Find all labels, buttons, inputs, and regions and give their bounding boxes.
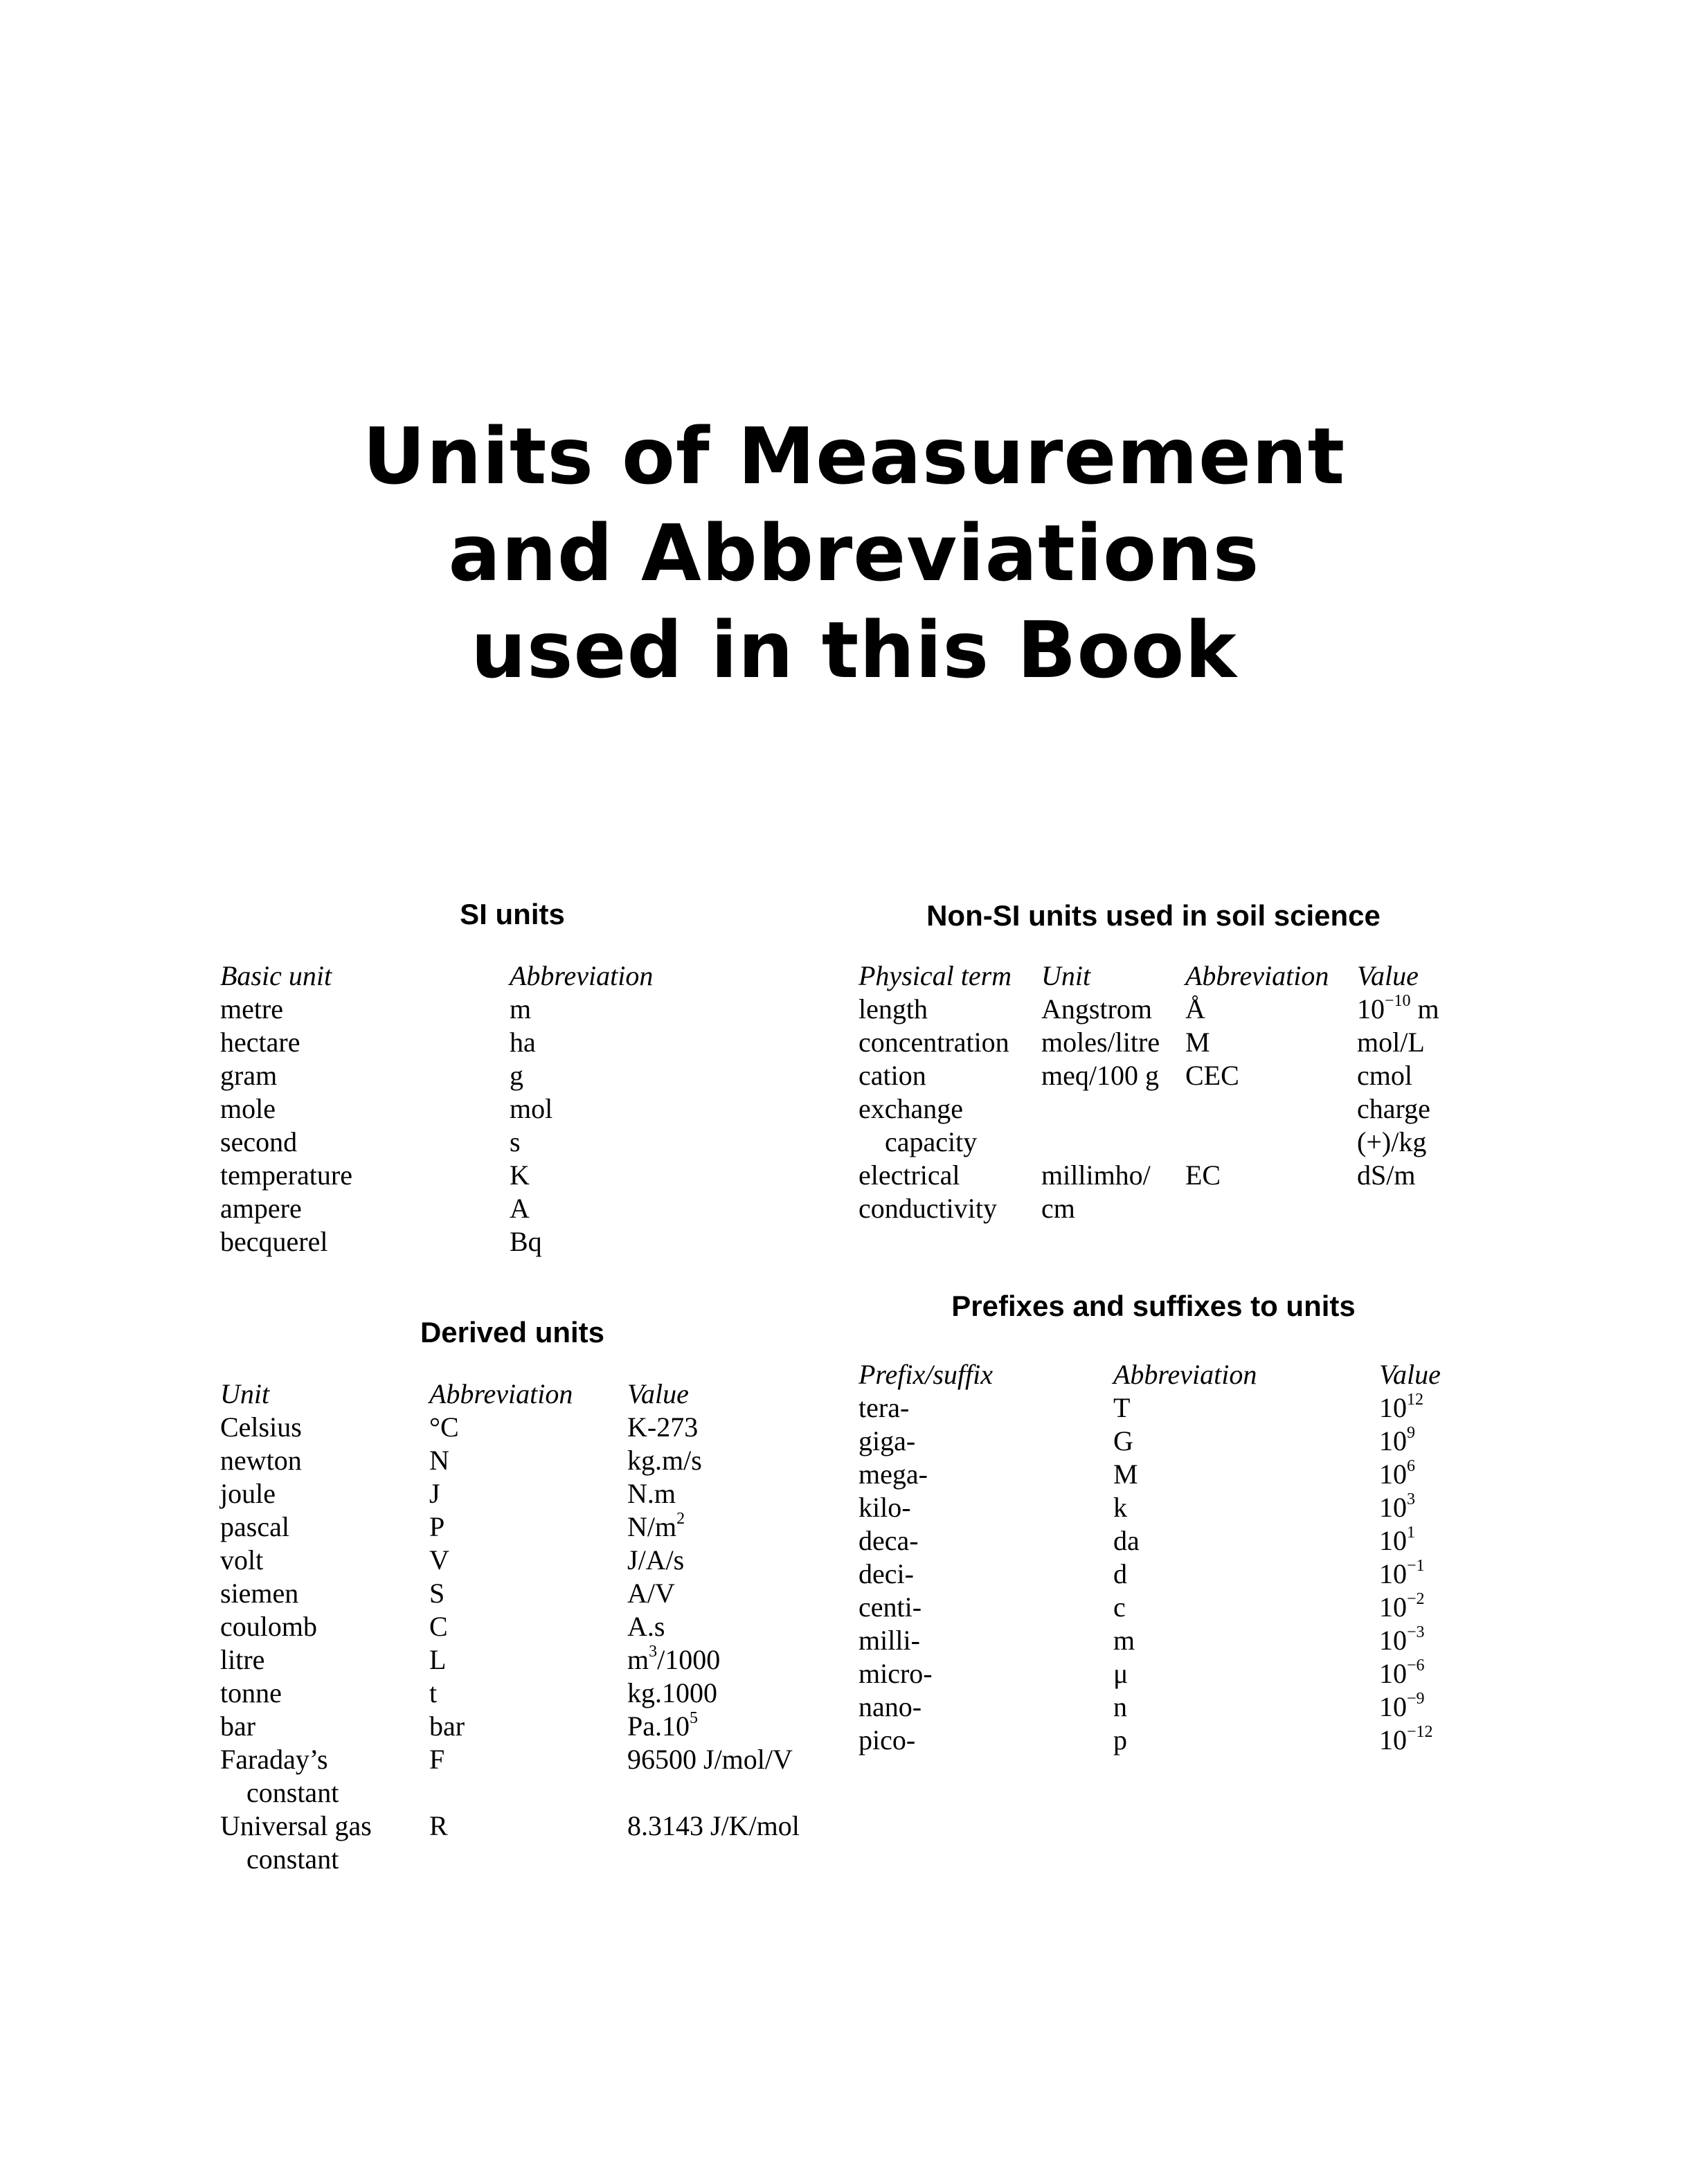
value-base: m [627, 1644, 649, 1675]
prefix-cell: centi- [859, 1591, 922, 1623]
unit-cell: coulomb [220, 1611, 317, 1642]
abbr-cell: k [1113, 1492, 1127, 1523]
abbr-cell: A [510, 1193, 530, 1224]
value-exponent: −3 [1407, 1623, 1425, 1641]
table-row-continued [859, 1192, 1482, 1225]
unit-cell: pascal [220, 1511, 289, 1542]
unit-cell: bar [220, 1711, 256, 1742]
unit-cell-continued: cm [1041, 1193, 1075, 1224]
non-si-units-table [859, 959, 1482, 1225]
value-cell [1379, 1591, 1425, 1624]
prefix-cell: milli- [859, 1625, 920, 1656]
table-row-continued [859, 1126, 1482, 1159]
column-header: Unit [1041, 960, 1091, 991]
table-row [859, 1657, 1482, 1690]
value-cell [1379, 1657, 1425, 1690]
value-cell: A/V [627, 1578, 675, 1609]
table-row [220, 1810, 829, 1843]
value-cell: N.m [627, 1478, 676, 1509]
table-row [220, 1059, 816, 1092]
prefix-cell: deca- [859, 1525, 919, 1556]
table-row [859, 1425, 1482, 1458]
value-exponent: 2 [676, 1509, 685, 1528]
value-exponent: 3 [1407, 1490, 1415, 1508]
value-cell: K-273 [627, 1411, 699, 1443]
value-exponent: −1 [1407, 1556, 1425, 1575]
table-row [220, 1126, 816, 1159]
table-row [220, 1477, 829, 1510]
unit-cell: Angstrom [1041, 993, 1152, 1025]
value-base: Pa.10 [627, 1711, 690, 1742]
abbr-cell: mol [510, 1093, 553, 1124]
value-base: 10 [1379, 1392, 1407, 1423]
value-base: 10 [1379, 1625, 1407, 1656]
value-cell [1379, 1558, 1425, 1591]
term-cell-continued: conductivity [859, 1193, 997, 1224]
abbr-cell: V [429, 1544, 449, 1576]
value-exponent: −9 [1407, 1689, 1425, 1708]
value-cell [627, 1710, 698, 1743]
unit-cell: siemen [220, 1578, 299, 1609]
value-cell: dS/m [1357, 1159, 1416, 1191]
table-row-continued [220, 1843, 829, 1876]
abbr-cell: CEC [1185, 1060, 1239, 1091]
table-row [220, 1544, 829, 1577]
abbr-cell: J [429, 1478, 440, 1509]
unit-cell: gram [220, 1060, 278, 1091]
table-row [859, 1391, 1482, 1425]
prefix-cell: micro- [859, 1658, 933, 1689]
value-exponent: −12 [1407, 1722, 1433, 1741]
abbr-cell: μ [1113, 1658, 1129, 1689]
table-row [859, 1059, 1482, 1092]
table-row [859, 1026, 1482, 1059]
value-base: 10 [1379, 1492, 1407, 1523]
value-exponent: −10 [1385, 991, 1411, 1010]
unit-cell: tonne [220, 1677, 282, 1708]
prefix-cell: mega- [859, 1459, 928, 1490]
column-header: Prefix/suffix [859, 1359, 994, 1390]
value-exponent: −6 [1407, 1656, 1425, 1675]
value-cell: J/A/s [627, 1544, 685, 1576]
term-cell-continued: capacity [885, 1126, 978, 1157]
column-header: Abbreviation [1113, 1359, 1257, 1390]
table-header-row [220, 959, 816, 993]
abbr-cell: m [510, 993, 532, 1025]
unit-cell: metre [220, 993, 284, 1025]
value-base: 10 [1379, 1425, 1407, 1456]
table-row [220, 1510, 829, 1544]
table-row [220, 993, 816, 1026]
column-header: Value [1379, 1359, 1441, 1390]
table-row [859, 1690, 1482, 1724]
value-rest: /1000 [657, 1644, 721, 1675]
unit-cell: moles/litre [1041, 1027, 1160, 1058]
table-row [220, 1225, 816, 1258]
abbr-cell: bar [429, 1711, 465, 1742]
term-cell: concentration [859, 1027, 1009, 1058]
abbr-cell: S [429, 1578, 445, 1609]
abbr-cell: T [1113, 1392, 1131, 1423]
unit-cell: mole [220, 1093, 276, 1124]
value-base: 10 [1379, 1591, 1407, 1623]
value-cell: kg.m/s [627, 1445, 702, 1476]
abbr-cell: °C [429, 1411, 459, 1443]
column-header: Abbreviation [429, 1378, 573, 1409]
table-header-row [220, 1378, 829, 1411]
value-base: 10 [1379, 1525, 1407, 1556]
column-header: Abbreviation [510, 960, 654, 991]
abbr-cell: M [1113, 1459, 1138, 1490]
value-cell [1357, 993, 1439, 1026]
value-cell-continued: charge [1357, 1093, 1430, 1124]
value-base: 10 [1379, 1558, 1407, 1589]
value-exponent: 5 [690, 1708, 698, 1727]
table-row-continued [220, 1776, 829, 1810]
value-cell: cmol [1357, 1060, 1412, 1091]
unit-cell: meq/100 g [1041, 1060, 1159, 1091]
unit-cell: millimho/ [1041, 1159, 1151, 1191]
table-row [859, 1159, 1482, 1192]
value-base: 10 [1379, 1658, 1407, 1689]
value-exponent: 6 [1407, 1456, 1415, 1475]
table-row [220, 1610, 829, 1643]
non-si-units-heading: Non-SI units used in soil science [926, 899, 1381, 932]
table-row [220, 1192, 816, 1225]
abbr-cell: C [429, 1611, 448, 1642]
prefix-cell: kilo- [859, 1492, 911, 1523]
value-base: 10 [1357, 993, 1385, 1025]
unit-cell: hectare [220, 1027, 300, 1058]
table-row [220, 1710, 829, 1743]
unit-cell: ampere [220, 1193, 302, 1224]
value-cell [1379, 1391, 1423, 1425]
value-cell: kg.1000 [627, 1677, 717, 1708]
table-row [220, 1092, 816, 1126]
table-header-row [859, 959, 1482, 993]
prefix-cell: giga- [859, 1425, 916, 1456]
abbr-cell: d [1113, 1558, 1127, 1589]
column-header: Physical term [859, 960, 1012, 991]
table-row [220, 1743, 829, 1776]
table-row [859, 1591, 1482, 1624]
abbr-cell: da [1113, 1525, 1140, 1556]
derived-units-heading: Derived units [420, 1316, 605, 1348]
abbr-cell: g [510, 1060, 523, 1091]
prefixes-heading: Prefixes and suffixes to units [951, 1290, 1356, 1322]
value-base: N/m [627, 1511, 677, 1542]
prefix-cell: tera- [859, 1392, 910, 1423]
table-header-row [859, 1358, 1482, 1391]
table-row [220, 1411, 829, 1444]
value-base: 10 [1379, 1459, 1407, 1490]
value-cell [1379, 1458, 1415, 1491]
unit-cell: becquerel [220, 1226, 328, 1257]
abbr-cell: t [429, 1677, 438, 1708]
term-cell-continued: exchange [859, 1093, 964, 1124]
abbr-cell: m [1113, 1625, 1135, 1656]
unit-cell: temperature [220, 1159, 352, 1191]
value-cell: A.s [627, 1611, 665, 1642]
abbr-cell: F [429, 1744, 445, 1775]
unit-cell-continued: constant [246, 1843, 339, 1875]
abbr-cell: M [1185, 1027, 1210, 1058]
abbr-cell: L [429, 1644, 447, 1675]
unit-cell: Universal gas [220, 1810, 372, 1841]
value-base: 10 [1379, 1724, 1407, 1756]
prefix-cell: nano- [859, 1691, 922, 1722]
table-row [220, 1159, 816, 1192]
table-row [859, 1458, 1482, 1491]
abbr-cell: c [1113, 1591, 1126, 1623]
value-exponent: −2 [1407, 1589, 1425, 1608]
title-line-2: and Abbreviations [448, 509, 1260, 599]
table-row [220, 1444, 829, 1477]
unit-cell: volt [220, 1544, 264, 1576]
unit-cell-continued: constant [246, 1777, 339, 1808]
term-cell: length [859, 993, 928, 1025]
value-cell: mol/L [1357, 1027, 1425, 1058]
si-units-table [220, 959, 816, 1258]
abbr-cell: EC [1185, 1159, 1221, 1191]
value-cell [1379, 1724, 1433, 1757]
abbr-cell: ha [510, 1027, 536, 1058]
value-cell [1379, 1491, 1415, 1524]
column-header: Basic unit [220, 960, 332, 991]
abbr-cell: p [1113, 1724, 1127, 1756]
table-row [859, 1624, 1482, 1657]
unit-cell: joule [220, 1478, 276, 1509]
abbr-cell: K [510, 1159, 530, 1191]
abbr-cell: N [429, 1445, 449, 1476]
abbr-cell: R [429, 1810, 448, 1841]
abbr-cell: P [429, 1511, 445, 1542]
value-cell [1379, 1690, 1425, 1724]
table-row [220, 1026, 816, 1059]
column-header: Value [1357, 960, 1419, 991]
term-cell: cation [859, 1060, 926, 1091]
page-title [0, 408, 1708, 699]
table-row [859, 1558, 1482, 1591]
prefix-cell: deci- [859, 1558, 914, 1589]
table-row [220, 1677, 829, 1710]
prefixes-table [859, 1358, 1482, 1757]
value-cell [1379, 1624, 1425, 1657]
table-row [859, 993, 1482, 1026]
si-units-heading: SI units [460, 898, 565, 930]
value-cell [627, 1643, 720, 1677]
unit-cell: litre [220, 1644, 265, 1675]
derived-units-table [220, 1378, 829, 1876]
value-cell [1379, 1524, 1415, 1558]
table-row-continued [859, 1092, 1482, 1126]
value-base: 10 [1379, 1691, 1407, 1722]
abbr-cell: Å [1185, 993, 1205, 1025]
value-cell-continued: (+)/kg [1357, 1126, 1427, 1157]
table-row [859, 1491, 1482, 1524]
unit-cell: newton [220, 1445, 302, 1476]
abbr-cell: s [510, 1126, 521, 1157]
abbr-cell: n [1113, 1691, 1127, 1722]
value-cell: 8.3143 J/K/mol [627, 1810, 800, 1841]
table-row [859, 1724, 1482, 1757]
title-line-1: Units of Measurement [362, 412, 1346, 502]
column-header: Abbreviation [1185, 960, 1329, 991]
table-row [220, 1643, 829, 1677]
abbr-cell: G [1113, 1425, 1133, 1456]
value-cell [627, 1510, 685, 1544]
table-row [220, 1577, 829, 1610]
unit-cell: Faraday’s [220, 1744, 328, 1775]
value-exponent: 1 [1407, 1523, 1415, 1542]
value-exponent: 12 [1407, 1390, 1423, 1409]
value-exponent: 9 [1407, 1423, 1415, 1442]
value-cell [1379, 1425, 1415, 1458]
abbr-cell: Bq [510, 1226, 542, 1257]
value-rest: m [1410, 993, 1439, 1025]
value-cell: 96500 J/mol/V [627, 1744, 793, 1775]
prefix-cell: pico- [859, 1724, 916, 1756]
value-exponent: 3 [649, 1642, 658, 1661]
table-row [859, 1524, 1482, 1558]
unit-cell: Celsius [220, 1411, 302, 1443]
unit-cell: second [220, 1126, 298, 1157]
column-header: Value [627, 1378, 689, 1409]
column-header: Unit [220, 1378, 270, 1409]
title-line-3: used in this Book [471, 606, 1237, 696]
term-cell: electrical [859, 1159, 960, 1191]
